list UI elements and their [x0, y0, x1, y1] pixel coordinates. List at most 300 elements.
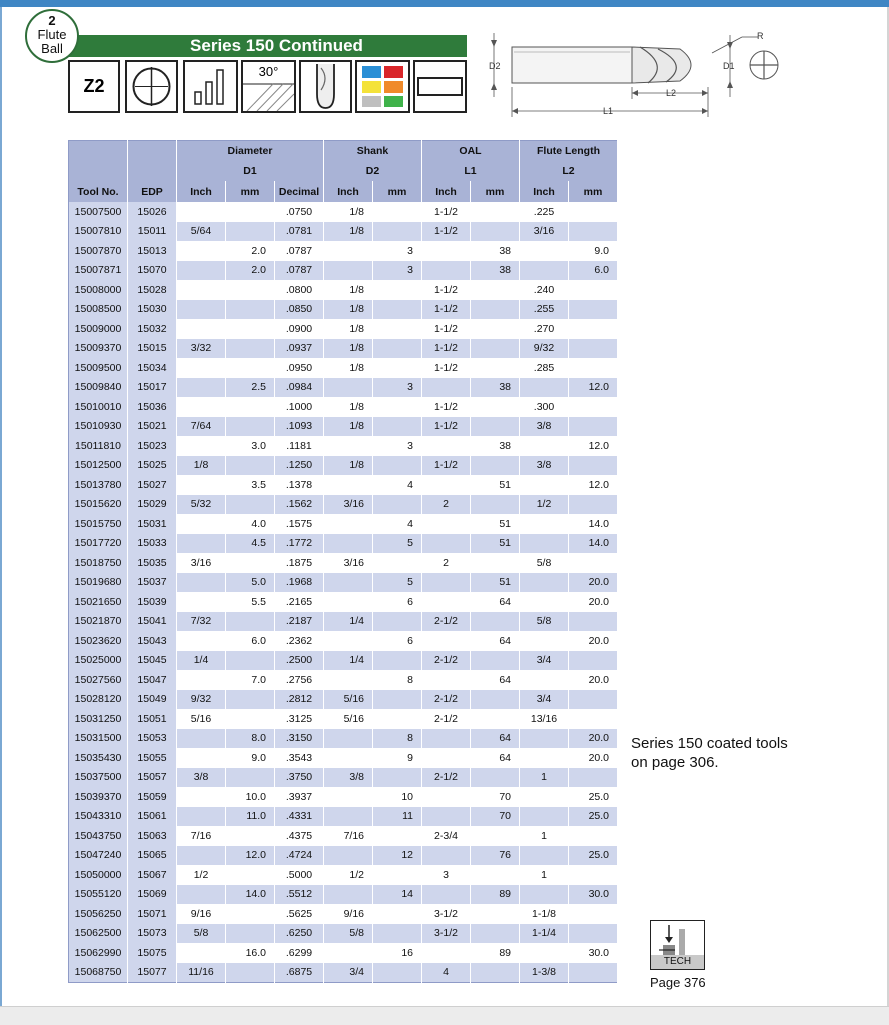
- table-cell: [177, 787, 226, 807]
- note-line-1: Series 150 coated tools: [631, 735, 788, 752]
- table-cell: [373, 300, 422, 320]
- table-cell: [422, 241, 471, 261]
- table-cell: [324, 592, 373, 612]
- diagram-l2-label: L2: [666, 88, 677, 98]
- table-cell: [177, 358, 226, 378]
- table-cell: [177, 846, 226, 866]
- table-cell: 51: [471, 573, 520, 593]
- table-cell: 3/4: [324, 963, 373, 983]
- table-cell: [373, 417, 422, 437]
- table-cell: .3125: [275, 709, 324, 729]
- diagram-d2-label: D2: [489, 61, 501, 71]
- table-row: [69, 319, 618, 339]
- table-row: [69, 300, 618, 320]
- table-cell: [471, 690, 520, 710]
- table-cell: 5/16: [324, 709, 373, 729]
- table-row: [69, 846, 618, 866]
- table-cell: [471, 417, 520, 437]
- table-cell: [422, 534, 471, 554]
- table-cell: 3-1/2: [422, 904, 471, 924]
- table-cell: 15028120: [69, 690, 128, 710]
- table-cell: [177, 514, 226, 534]
- table-cell: 15065: [128, 846, 177, 866]
- table-cell: 15067: [128, 865, 177, 885]
- table-cell: [373, 202, 422, 222]
- table-cell: 20.0: [569, 748, 618, 768]
- table-cell: 1/8: [324, 417, 373, 437]
- column-header: mm: [226, 181, 275, 202]
- flute-count: 2: [48, 13, 56, 28]
- table-cell: 15009370: [69, 339, 128, 359]
- table-cell: 64: [471, 592, 520, 612]
- table-cell: 15039: [128, 592, 177, 612]
- table-cell: [373, 358, 422, 378]
- table-cell: 1-1/2: [422, 319, 471, 339]
- table-cell: 15015620: [69, 495, 128, 515]
- table-cell: [324, 748, 373, 768]
- table-cell: [226, 397, 275, 417]
- table-cell: .2812: [275, 690, 324, 710]
- table-cell: 4: [373, 475, 422, 495]
- table-cell: [471, 339, 520, 359]
- table-cell: 5.5: [226, 592, 275, 612]
- table-cell: 15007870: [69, 241, 128, 261]
- page-reference[interactable]: Page 376: [650, 975, 706, 990]
- table-cell: 3/16: [177, 553, 226, 573]
- table-cell: 16: [373, 943, 422, 963]
- table-cell: [569, 222, 618, 242]
- table-cell: [520, 573, 569, 593]
- table-cell: 15013: [128, 241, 177, 261]
- table-cell: 15068750: [69, 963, 128, 983]
- table-cell: [373, 339, 422, 359]
- table-cell: [177, 807, 226, 827]
- table-cell: 7/16: [177, 826, 226, 846]
- table-cell: [177, 436, 226, 456]
- table-cell: [373, 456, 422, 476]
- table-cell: 15061: [128, 807, 177, 827]
- table-cell: .3150: [275, 729, 324, 749]
- table-cell: .5625: [275, 904, 324, 924]
- tech-reference-box[interactable]: [650, 920, 705, 970]
- table-cell: [422, 787, 471, 807]
- table-cell: 15031250: [69, 709, 128, 729]
- table-cell: [324, 670, 373, 690]
- table-cell: [569, 358, 618, 378]
- table-cell: 15011: [128, 222, 177, 242]
- table-cell: [226, 690, 275, 710]
- table-cell: 14.0: [569, 514, 618, 534]
- table-cell: [226, 612, 275, 632]
- table-cell: [373, 397, 422, 417]
- table-cell: 15053: [128, 729, 177, 749]
- table-cell: 2-1/2: [422, 768, 471, 788]
- table-row: [69, 534, 618, 554]
- table-cell: 1-1/4: [520, 924, 569, 944]
- table-cell: [520, 475, 569, 495]
- table-cell: 3/8: [324, 768, 373, 788]
- table-cell: 15055: [128, 748, 177, 768]
- table-cell: [471, 826, 520, 846]
- table-cell: 1: [520, 865, 569, 885]
- table-cell: 3/8: [520, 456, 569, 476]
- table-cell: [324, 514, 373, 534]
- table-cell: 15063: [128, 826, 177, 846]
- table-cell: [569, 826, 618, 846]
- table-cell: [520, 514, 569, 534]
- specs-table-wrapper: [68, 140, 618, 983]
- table-cell: .0850: [275, 300, 324, 320]
- table-cell: 7/64: [177, 417, 226, 437]
- table-cell: [422, 475, 471, 495]
- table-cell: [569, 339, 618, 359]
- table-cell: 5/32: [177, 495, 226, 515]
- table-row: [69, 475, 618, 495]
- table-cell: [520, 943, 569, 963]
- table-cell: [471, 202, 520, 222]
- table-cell: [471, 397, 520, 417]
- z2-label: Z2: [83, 76, 105, 96]
- table-cell: [520, 261, 569, 281]
- table-cell: [422, 261, 471, 281]
- table-cell: .4331: [275, 807, 324, 827]
- table-cell: 15077: [128, 963, 177, 983]
- column-header: mm: [569, 181, 618, 202]
- table-row: [69, 436, 618, 456]
- table-cell: 51: [471, 475, 520, 495]
- table-cell: 6.0: [569, 261, 618, 281]
- column-header: Inch: [520, 181, 569, 202]
- table-cell: .0937: [275, 339, 324, 359]
- table-cell: 3: [422, 865, 471, 885]
- table-cell: [177, 280, 226, 300]
- table-row: [69, 378, 618, 398]
- header-spacer: [69, 161, 128, 181]
- table-cell: 14.0: [569, 534, 618, 554]
- table-row: [69, 553, 618, 573]
- table-cell: [177, 241, 226, 261]
- header-spacer: [69, 141, 128, 162]
- table-cell: 15018750: [69, 553, 128, 573]
- table-cell: [471, 612, 520, 632]
- table-cell: .0787: [275, 241, 324, 261]
- table-cell: [569, 963, 618, 983]
- header-spacer: [128, 161, 177, 181]
- table-cell: 1/8: [324, 300, 373, 320]
- table-cell: [520, 787, 569, 807]
- table-cell: [226, 456, 275, 476]
- table-cell: 76: [471, 846, 520, 866]
- table-cell: 7/32: [177, 612, 226, 632]
- header-flute-length: Flute Length: [520, 141, 618, 162]
- table-cell: 15023: [128, 436, 177, 456]
- table-cell: 3/16: [324, 495, 373, 515]
- table-row: [69, 514, 618, 534]
- table-cell: [471, 865, 520, 885]
- table-cell: 1/8: [324, 397, 373, 417]
- table-cell: 4.0: [226, 514, 275, 534]
- table-cell: 1-1/2: [422, 358, 471, 378]
- table-cell: 9/32: [177, 690, 226, 710]
- table-cell: 15043310: [69, 807, 128, 827]
- table-cell: .1000: [275, 397, 324, 417]
- table-cell: [324, 885, 373, 905]
- table-row: [69, 358, 618, 378]
- table-cell: 15025000: [69, 651, 128, 671]
- table-cell: 15055120: [69, 885, 128, 905]
- table-cell: 15047: [128, 670, 177, 690]
- table-cell: [373, 553, 422, 573]
- table-row: [69, 709, 618, 729]
- table-cell: 1-1/2: [422, 222, 471, 242]
- table-cell: [569, 417, 618, 437]
- table-cell: 2-1/2: [422, 651, 471, 671]
- table-cell: [373, 709, 422, 729]
- table-cell: .240: [520, 280, 569, 300]
- table-row: [69, 651, 618, 671]
- helix-angle-icon: [241, 60, 296, 113]
- table-cell: .1378: [275, 475, 324, 495]
- table-cell: [422, 378, 471, 398]
- table-cell: .1968: [275, 573, 324, 593]
- table-cell: 1-1/2: [422, 456, 471, 476]
- table-cell: [422, 436, 471, 456]
- table-cell: [569, 553, 618, 573]
- table-cell: 5/8: [520, 612, 569, 632]
- table-cell: .1772: [275, 534, 324, 554]
- column-header: EDP: [128, 181, 177, 202]
- table-cell: [226, 319, 275, 339]
- specs-table: [68, 140, 618, 983]
- table-cell: 1/8: [324, 319, 373, 339]
- table-cell: .1575: [275, 514, 324, 534]
- table-cell: .300: [520, 397, 569, 417]
- table-cell: 2.5: [226, 378, 275, 398]
- table-cell: 11/16: [177, 963, 226, 983]
- table-cell: .0900: [275, 319, 324, 339]
- table-cell: 8.0: [226, 729, 275, 749]
- table-cell: [177, 573, 226, 593]
- table-cell: 1-1/2: [422, 280, 471, 300]
- table-cell: 2-1/2: [422, 612, 471, 632]
- table-cell: 15030: [128, 300, 177, 320]
- table-cell: 5: [373, 534, 422, 554]
- bottom-bar: [0, 1006, 889, 1025]
- table-cell: 6: [373, 592, 422, 612]
- column-header: mm: [373, 181, 422, 202]
- table-cell: [324, 943, 373, 963]
- table-cell: [373, 612, 422, 632]
- column-header: Tool No.: [69, 181, 128, 202]
- table-cell: .2362: [275, 631, 324, 651]
- table-cell: 13/16: [520, 709, 569, 729]
- table-cell: 1-3/8: [520, 963, 569, 983]
- table-row: [69, 417, 618, 437]
- table-cell: 15062500: [69, 924, 128, 944]
- table-cell: [471, 319, 520, 339]
- table-cell: 64: [471, 729, 520, 749]
- table-cell: [177, 202, 226, 222]
- table-cell: 15027: [128, 475, 177, 495]
- table-row: [69, 826, 618, 846]
- table-cell: [422, 631, 471, 651]
- table-cell: [471, 963, 520, 983]
- flute-type: Ball: [41, 41, 63, 56]
- table-cell: 1/8: [324, 456, 373, 476]
- table-cell: 1-1/2: [422, 397, 471, 417]
- diagram-r-label: R: [757, 31, 764, 41]
- table-cell: [177, 534, 226, 554]
- table-cell: 4.5: [226, 534, 275, 554]
- table-cell: 4: [422, 963, 471, 983]
- table-cell: [177, 748, 226, 768]
- table-cell: 15009000: [69, 319, 128, 339]
- table-cell: 1/4: [177, 651, 226, 671]
- table-cell: [520, 846, 569, 866]
- table-cell: [471, 768, 520, 788]
- table-cell: 5/16: [324, 690, 373, 710]
- table-cell: [422, 748, 471, 768]
- table-cell: [520, 436, 569, 456]
- tech-label: TECH: [651, 955, 704, 969]
- header-shank: Shank: [324, 141, 422, 162]
- table-cell: [177, 943, 226, 963]
- table-cell: 15039370: [69, 787, 128, 807]
- flute-label: Flute: [37, 27, 67, 42]
- table-cell: 51: [471, 534, 520, 554]
- table-cell: 20.0: [569, 670, 618, 690]
- table-cell: 1/8: [177, 456, 226, 476]
- table-cell: [226, 904, 275, 924]
- table-cell: [226, 417, 275, 437]
- table-cell: [226, 222, 275, 242]
- table-cell: [177, 592, 226, 612]
- table-cell: 1/4: [324, 651, 373, 671]
- table-cell: [471, 651, 520, 671]
- table-cell: 15071: [128, 904, 177, 924]
- table-row: [69, 865, 618, 885]
- table-cell: 15073: [128, 924, 177, 944]
- diagram-d1-label: D1: [723, 61, 735, 71]
- table-cell: 15010010: [69, 397, 128, 417]
- table-cell: [177, 631, 226, 651]
- table-cell: .0781: [275, 222, 324, 242]
- helix-angle-label: 30°: [258, 64, 279, 79]
- table-cell: 15021: [128, 417, 177, 437]
- table-cell: 3: [373, 436, 422, 456]
- table-cell: 38: [471, 436, 520, 456]
- table-row: [69, 670, 618, 690]
- table-cell: 11: [373, 807, 422, 827]
- table-cell: [373, 222, 422, 242]
- table-cell: 15031500: [69, 729, 128, 749]
- table-cell: .5000: [275, 865, 324, 885]
- table-cell: 9.0: [226, 748, 275, 768]
- table-cell: 5/8: [324, 924, 373, 944]
- table-cell: [177, 729, 226, 749]
- ball-nose-icon: [299, 60, 352, 113]
- table-cell: .1562: [275, 495, 324, 515]
- table-row: [69, 573, 618, 593]
- table-cell: 15013780: [69, 475, 128, 495]
- column-header: Decimal: [275, 181, 324, 202]
- table-cell: 15017720: [69, 534, 128, 554]
- table-cell: .4375: [275, 826, 324, 846]
- table-cell: [226, 924, 275, 944]
- table-cell: [569, 495, 618, 515]
- table-cell: 5/8: [520, 553, 569, 573]
- table-cell: 3/16: [324, 553, 373, 573]
- table-cell: 15050000: [69, 865, 128, 885]
- table-cell: 3.5: [226, 475, 275, 495]
- table-cell: [226, 495, 275, 515]
- table-cell: .3937: [275, 787, 324, 807]
- table-cell: [373, 280, 422, 300]
- table-cell: 1: [520, 826, 569, 846]
- table-cell: 25.0: [569, 807, 618, 827]
- table-cell: 15019680: [69, 573, 128, 593]
- header-l1: L1: [422, 161, 520, 181]
- table-cell: [324, 436, 373, 456]
- table-cell: .6299: [275, 943, 324, 963]
- table-cell: [324, 807, 373, 827]
- table-row: [69, 729, 618, 749]
- table-cell: [569, 202, 618, 222]
- table-cell: 1/2: [520, 495, 569, 515]
- table-cell: [569, 319, 618, 339]
- table-cell: 25.0: [569, 846, 618, 866]
- table-cell: [569, 768, 618, 788]
- table-cell: 38: [471, 378, 520, 398]
- table-cell: [422, 885, 471, 905]
- table-cell: 15045: [128, 651, 177, 671]
- table-cell: 15007871: [69, 261, 128, 281]
- table-cell: [471, 924, 520, 944]
- table-cell: 1/8: [324, 339, 373, 359]
- table-cell: [226, 339, 275, 359]
- table-cell: [569, 924, 618, 944]
- table-cell: [324, 475, 373, 495]
- tech-arrow-icon: [651, 921, 704, 955]
- table-cell: [324, 241, 373, 261]
- table-cell: 38: [471, 261, 520, 281]
- table-cell: 1-1/2: [422, 417, 471, 437]
- table-cell: 3: [373, 261, 422, 281]
- table-cell: 1-1/8: [520, 904, 569, 924]
- table-cell: 15009840: [69, 378, 128, 398]
- table-cell: [226, 300, 275, 320]
- table-cell: [569, 651, 618, 671]
- table-row: [69, 612, 618, 632]
- table-cell: [324, 787, 373, 807]
- table-cell: [177, 475, 226, 495]
- table-cell: 15059: [128, 787, 177, 807]
- table-cell: 38: [471, 241, 520, 261]
- table-cell: [226, 865, 275, 885]
- table-cell: 1-1/2: [422, 202, 471, 222]
- header-d2: D2: [324, 161, 422, 181]
- table-cell: .0787: [275, 261, 324, 281]
- table-cell: .1875: [275, 553, 324, 573]
- table-cell: 30.0: [569, 943, 618, 963]
- table-cell: 30.0: [569, 885, 618, 905]
- table-cell: 15047240: [69, 846, 128, 866]
- table-row: [69, 885, 618, 905]
- table-cell: [226, 826, 275, 846]
- table-row: [69, 280, 618, 300]
- table-cell: [177, 885, 226, 905]
- table-cell: .6250: [275, 924, 324, 944]
